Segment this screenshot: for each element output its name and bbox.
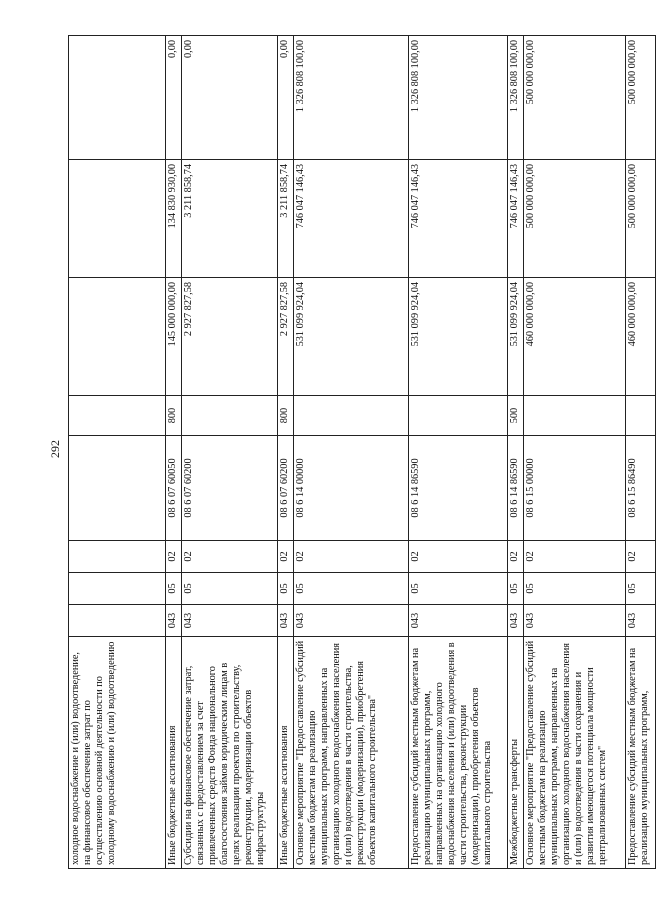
subsection-code-cell: 02 (508, 541, 524, 573)
target-article-cell: 08 6 07 60050 (166, 436, 182, 541)
amount-year2-cell: 134 830 930,00 (166, 160, 182, 278)
section-code-cell: 05 (508, 573, 524, 605)
target-article-cell: 08 6 14 86590 (409, 436, 508, 541)
target-article-cell: 08 6 07 60200 (278, 436, 294, 541)
target-article-cell: 08 6 07 60200 (182, 436, 278, 541)
subsection-code-cell: 02 (626, 541, 656, 573)
amount-year1-cell: 2 927 827,58 (278, 278, 294, 396)
amount-year1-cell: 531 099 924,04 (294, 278, 409, 396)
amount-year1-cell: 531 099 924,04 (409, 278, 508, 396)
expense-type-cell (182, 396, 278, 436)
target-article-cell: 08 6 15 86490 (626, 436, 656, 541)
amount-year1-cell: 2 927 827,58 (182, 278, 278, 396)
target-article-cell (69, 436, 166, 541)
expense-type-cell (524, 396, 626, 436)
expense-type-cell: 800 (166, 396, 182, 436)
section-code-cell: 05 (626, 573, 656, 605)
amount-year2-cell: 746 047 146,43 (294, 160, 409, 278)
budget-table-frame (68, 36, 650, 869)
target-article-cell: 08 6 15 00000 (524, 436, 626, 541)
subsection-code-cell: 02 (409, 541, 508, 573)
amount-year2-cell: 746 047 146,43 (508, 160, 524, 278)
row-name-cell: Предоставление субсидий местным бюджетам на реализацию муниципальных программ, направленных на организацию холодного водоснабжения населения и (или) водоотведения в части строительства, реконструкции (модернизации), приобретения объектов капитального строительства (409, 637, 508, 869)
target-article-cell: 08 6 14 86590 (508, 436, 524, 541)
amount-year1-cell: 460 000 000,00 (524, 278, 626, 396)
table-row (524, 36, 626, 869)
table-row (294, 36, 409, 869)
section-code-cell: 05 (166, 573, 182, 605)
ministry-code-cell: 043 (278, 605, 294, 637)
amount-year1-cell: 460 000 000,00 (626, 278, 656, 396)
page-number: 292 (48, 440, 62, 458)
expense-type-cell: 800 (278, 396, 294, 436)
amount-year1-cell: 531 099 924,04 (508, 278, 524, 396)
amount-year2-cell: 746 047 146,43 (409, 160, 508, 278)
row-name-cell: Иные бюджетные ассигнования (166, 637, 182, 869)
row-name-cell: Иные бюджетные ассигнования (278, 637, 294, 869)
section-code-cell: 05 (182, 573, 278, 605)
row-name-cell: Основное мероприятие "Предоставление субсидий местным бюджетам на реализацию муниципальных программ, направленных на организацию холодного водоснабжения населения и (или) водоотведения в части сохранения и развития имеющегося потенциала мощности централизованных систем" (524, 637, 626, 869)
amount-year3-cell: 0,00 (278, 36, 294, 160)
expense-type-cell (69, 396, 166, 436)
amount-year2-cell: 3 211 858,74 (182, 160, 278, 278)
ministry-code-cell: 043 (508, 605, 524, 637)
amount-year1-cell (69, 278, 166, 396)
expense-type-cell (626, 396, 656, 436)
section-code-cell: 05 (524, 573, 626, 605)
table-row (626, 36, 656, 869)
subsection-code-cell: 02 (278, 541, 294, 573)
subsection-code-cell: 02 (166, 541, 182, 573)
row-name-cell: холодное водоснабжение и (или) водоотведение, на финансовое обеспечение затрат по осуществлению основной деятельности по холодному водоснабжению и (или) водоотведению (69, 637, 166, 869)
subsection-code-cell: 02 (524, 541, 626, 573)
row-name-cell: Основное мероприятие "Предоставление субсидий местным бюджетам на реализацию муниципальных программ, направленных на организацию холодного водоснабжения населения и (или) водоотведения в части строительства, реконструкции (модернизации), приобретения объектов капитального строительства" (294, 637, 409, 869)
table-row (409, 36, 508, 869)
row-name-cell: Предоставление субсидий местным бюджетам на реализацию муниципальных программ, (626, 637, 656, 869)
amount-year3-cell (69, 36, 166, 160)
ministry-code-cell: 043 (409, 605, 508, 637)
expense-type-cell (294, 396, 409, 436)
section-code-cell: 05 (294, 573, 409, 605)
amount-year2-cell (69, 160, 166, 278)
amount-year2-cell: 500 000 000,00 (524, 160, 626, 278)
amount-year3-cell: 1 326 808 100,00 (294, 36, 409, 160)
ministry-code-cell: 043 (182, 605, 278, 637)
expense-type-cell (409, 396, 508, 436)
subsection-code-cell: 02 (182, 541, 278, 573)
amount-year2-cell: 500 000 000,00 (626, 160, 656, 278)
amount-year1-cell: 145 000 000,00 (166, 278, 182, 396)
amount-year2-cell: 3 211 858,74 (278, 160, 294, 278)
amount-year3-cell: 500 000 000,00 (626, 36, 656, 160)
row-name-cell: Межбюджетные трансферты (508, 637, 524, 869)
subsection-code-cell (69, 541, 166, 573)
ministry-code-cell: 043 (626, 605, 656, 637)
amount-year3-cell: 500 000 000,00 (524, 36, 626, 160)
table-row (182, 36, 278, 869)
expense-type-cell: 500 (508, 396, 524, 436)
ministry-code-cell: 043 (166, 605, 182, 637)
table-row (166, 36, 182, 869)
section-code-cell: 05 (278, 573, 294, 605)
subsection-code-cell: 02 (294, 541, 409, 573)
ministry-code-cell: 043 (294, 605, 409, 637)
section-code-cell (69, 573, 166, 605)
ministry-code-cell: 043 (524, 605, 626, 637)
rotated-page-content (68, 36, 650, 869)
table-row (508, 36, 524, 869)
amount-year3-cell: 0,00 (166, 36, 182, 160)
table-row (278, 36, 294, 869)
target-article-cell: 08 6 14 00000 (294, 436, 409, 541)
amount-year3-cell: 1 326 808 100,00 (508, 36, 524, 160)
budget-table (68, 35, 656, 869)
ministry-code-cell (69, 605, 166, 637)
amount-year3-cell: 1 326 808 100,00 (409, 36, 508, 160)
row-name-cell: Субсидии на финансовое обеспечение затрат, связанных с предоставлением за счет привлеченных средств Фонда национального благосостояния займов юридическим лицам в целях реализации проектов по строительству, реконструкции, модернизации объектов инфраструктуры (182, 637, 278, 869)
amount-year3-cell: 0,00 (182, 36, 278, 160)
table-row (69, 36, 166, 869)
section-code-cell: 05 (409, 573, 508, 605)
